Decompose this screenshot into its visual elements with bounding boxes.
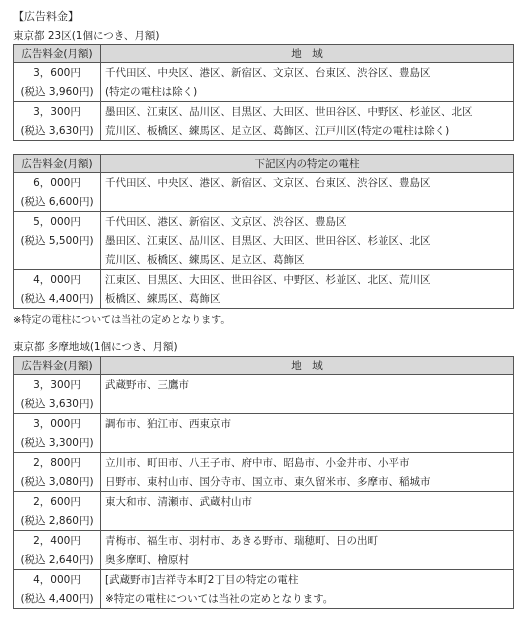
- area-cell: 墨田区、江東区、品川区、目黒区、大田区、世田谷区、杉並区、北区: [101, 231, 514, 250]
- area-cell: 千代田区、中央区、港区、新宿区、文京区、台東区、渋谷区、豊島区: [101, 63, 514, 83]
- area-cell: 武蔵野市、三鷹市: [101, 375, 514, 395]
- tax-cell: (税込 3,630円): [14, 121, 101, 141]
- tax-cell: (税込 4,400円): [14, 289, 101, 309]
- area-cell: ※特定の電柱については当社の定めとなります。: [101, 589, 514, 609]
- tax-cell: (税込 3,080円): [14, 472, 101, 492]
- price-cell: 3，000円: [14, 414, 101, 434]
- area-cell: 板橋区、練馬区、葛飾区: [101, 289, 514, 309]
- price-table-special-poles: [13, 154, 514, 309]
- price-gap-cell: [14, 250, 101, 270]
- price-cell: 4，000円: [14, 270, 101, 290]
- section-label-tama: 東京都 多摩地域(1個につき、月額): [13, 341, 178, 353]
- page-title: 【広告料金】: [13, 10, 79, 23]
- area-cell: (特定の電柱は除く): [101, 82, 514, 102]
- price-cell: 4，000円: [14, 570, 101, 590]
- price-cell: 3，300円: [14, 375, 101, 395]
- tax-cell: (税込 2,860円): [14, 511, 101, 531]
- price-cell: 6，000円: [14, 173, 101, 193]
- tax-cell: (税込 6,600円): [14, 192, 101, 212]
- area-cell: [101, 511, 514, 531]
- section-label-23ku: 東京都 23区(1個につき、月額): [13, 30, 160, 42]
- area-cell: 青梅市、福生市、羽村市、あきる野市、瑞穂町、日の出町: [101, 531, 514, 551]
- price-cell: 2，400円: [14, 531, 101, 551]
- tax-cell: (税込 2,640円): [14, 550, 101, 570]
- header-price: 広告料金(月額): [14, 357, 101, 375]
- area-cell: 荒川区、板橋区、練馬区、足立区、葛飾区、江戸川区(特定の電柱は除く): [101, 121, 514, 141]
- header-price: 広告料金(月額): [14, 155, 101, 173]
- header-area: 地 域: [101, 45, 514, 63]
- header-area: 下記区内の特定の電柱: [101, 155, 514, 173]
- area-cell: 奥多摩町、檜原村: [101, 550, 514, 570]
- area-cell: [101, 394, 514, 414]
- area-cell: 日野市、東村山市、国分寺市、国立市、東久留米市、多摩市、稲城市: [101, 472, 514, 492]
- tax-cell: (税込 3,300円): [14, 433, 101, 453]
- special-pole-note: ※特定の電柱については当社の定めとなります。: [13, 315, 231, 326]
- price-cell: 5，000円: [14, 212, 101, 232]
- price-cell: 3，600円: [14, 63, 101, 83]
- area-cell: [101, 192, 514, 212]
- area-cell: [武蔵野市]吉祥寺本町2丁目の特定の電柱: [101, 570, 514, 590]
- price-cell: 2，800円: [14, 453, 101, 473]
- area-cell: 荒川区、板橋区、練馬区、足立区、葛飾区: [101, 250, 514, 270]
- header-area: 地 域: [101, 357, 514, 375]
- tax-cell: (税込 4,400円): [14, 589, 101, 609]
- area-cell: [101, 433, 514, 453]
- area-cell: 江東区、目黒区、大田区、世田谷区、中野区、杉並区、北区、荒川区: [101, 270, 514, 290]
- price-table-23ku: [13, 44, 514, 141]
- area-cell: 千代田区、中央区、港区、新宿区、文京区、台東区、渋谷区、豊島区: [101, 173, 514, 193]
- area-cell: 立川市、町田市、八王子市、府中市、昭島市、小金井市、小平市: [101, 453, 514, 473]
- area-cell: 東大和市、清瀬市、武蔵村山市: [101, 492, 514, 512]
- area-cell: 千代田区、港区、新宿区、文京区、渋谷区、豊島区: [101, 212, 514, 232]
- tax-cell: (税込 3,630円): [14, 394, 101, 414]
- price-cell: 3，300円: [14, 102, 101, 122]
- area-cell: 墨田区、江東区、品川区、目黒区、大田区、世田谷区、中野区、杉並区、北区: [101, 102, 514, 122]
- header-price: 広告料金(月額): [14, 45, 101, 63]
- tax-cell: (税込 3,960円): [14, 82, 101, 102]
- price-cell: 2，600円: [14, 492, 101, 512]
- tax-cell: (税込 5,500円): [14, 231, 101, 250]
- area-cell: 調布市、狛江市、西東京市: [101, 414, 514, 434]
- price-table-tama: [13, 356, 514, 609]
